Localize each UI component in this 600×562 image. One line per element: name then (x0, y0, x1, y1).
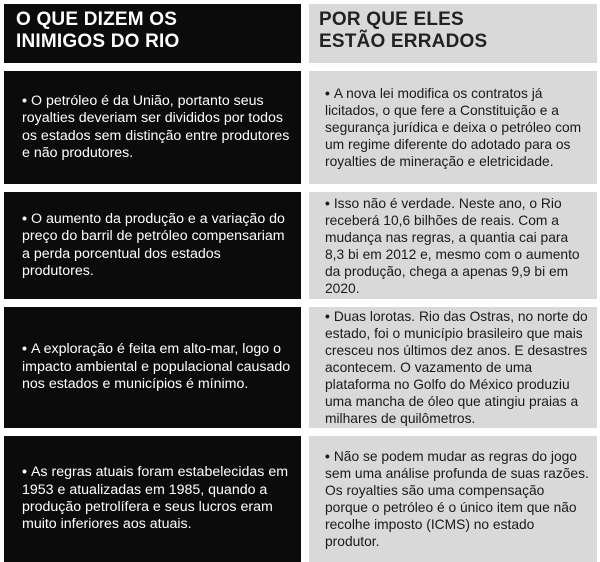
claim-text-body: O petróleo é da União, portanto seus royalties deveriam ser divididos por todos os estados sem distinção entre produtores e não produtores. (22, 92, 290, 161)
bullet: • (325, 86, 330, 101)
bullet: • (22, 464, 27, 481)
header-left (4, 4, 301, 63)
claim-cell (4, 307, 301, 428)
header-right (309, 4, 597, 63)
claim-text-body: As regras atuais foram estabelecidas em 1953 e atualizadas em 1985, quando a produção petrolífera e seus lucros eram muito inferiores aos atuais. (22, 464, 289, 533)
rebuttal-text (325, 195, 589, 297)
claim-cell (4, 192, 301, 299)
claim-text (22, 464, 293, 534)
bullet: • (325, 195, 330, 211)
bullet: • (22, 210, 27, 227)
header-left-line: INIMIGOS DO RIO (16, 31, 180, 52)
rebuttal-cell (309, 307, 597, 428)
claim-text (22, 93, 293, 163)
rebuttal-text (325, 85, 589, 170)
rebuttal-cell (309, 436, 597, 562)
bullet: • (325, 309, 330, 324)
claim-cell (4, 71, 301, 184)
bullet: • (325, 449, 330, 464)
claim-text (22, 341, 293, 393)
claim-text (22, 211, 293, 281)
rebuttal-cell (309, 71, 597, 184)
rebuttal-cell (309, 192, 597, 299)
claim-cell (4, 436, 301, 562)
rebuttal-text (325, 448, 589, 550)
rebuttal-text (325, 308, 589, 427)
header-right-line: ESTÃO ERRADOS (319, 31, 488, 52)
bullet: • (22, 92, 27, 109)
rebuttal-text-body: A nova lei modifica os contratos já licitados, o que fere a Constituição e a segurança jurídica e deixa o petróleo com um regime diferente do adotado para os royalties de mineração e eletricidade. (325, 86, 582, 169)
rebuttal-text-body: Isso não é verdade. Neste ano, o Rio receberá 10,6 bilhões de reais. Com a mudança nas regras, a quantia cai para 8,3 bi em 2012 e, mesmo com o aumento da produção, chega a apenas 9,9 bi em 2020. (325, 195, 580, 296)
rebuttal-text-body: Não se podem mudar as regras do jogo sem uma análise profunda de suas razões. Os royalties são uma compensação porque o petróleo é o único item que não recolhe imposto (ICMS) no estado produtor. (325, 449, 589, 549)
bullet: • (22, 341, 27, 358)
header-right-line: POR QUE ELES (319, 9, 464, 30)
claim-text-body: O aumento da produção e a variação do preço do barril de petróleo compensariam a perda porcentual dos estados produtores. (22, 210, 285, 279)
header-left-line: O QUE DIZEM OS (16, 9, 178, 30)
claim-text-body: A exploração é feita em alto-mar, logo o impacto ambiental e populacional causado nos estados e municípios é mínimo. (22, 341, 291, 393)
rebuttal-text-body: Duas lorotas. Rio das Ostras, no norte do estado, foi o município brasileiro que mais cresceu nos últimos dez anos. E desastres acontecem. O vazamento de uma plataforma no Golfo do México produziu uma mancha de óleo que atingiu praias a milhares de quilômetros. (325, 309, 588, 426)
